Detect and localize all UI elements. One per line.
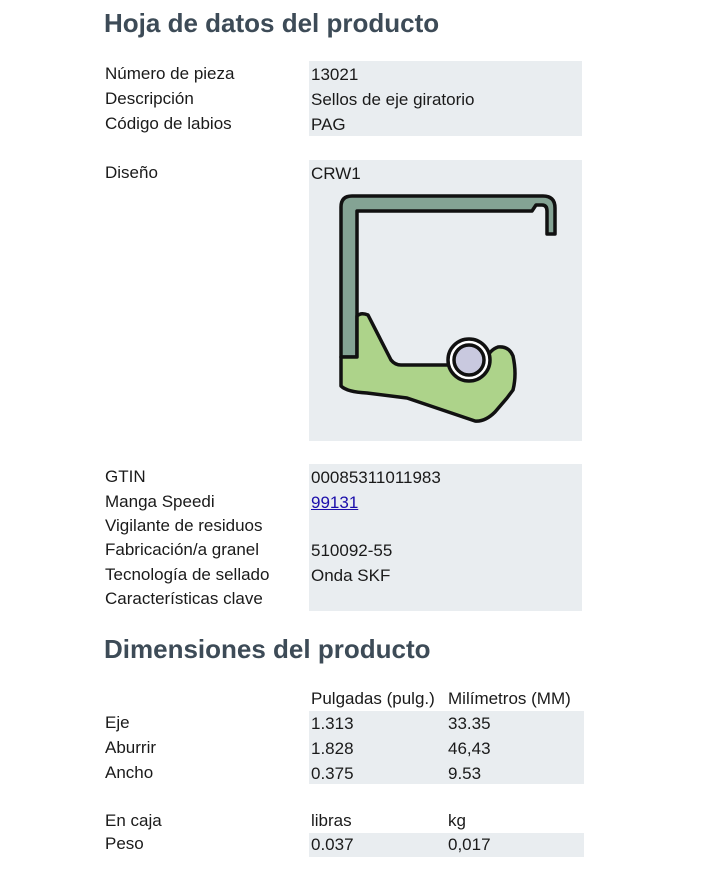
label-speedi-sleeve: Manga Speedi [105,492,215,511]
value-width-mm: 9.53 [448,764,482,783]
value-bore-inches: 1.828 [311,739,354,758]
value-bore-mm: 46,43 [448,739,491,758]
header-mm: Milímetros (MM) [448,689,571,708]
header-pounds: libras [311,811,352,830]
label-waste-guard: Vigilante de residuos [105,516,263,535]
value-design: CRW1 [311,164,361,183]
value-sealing-technology: Onda SKF [311,566,391,585]
label-shaft: Eje [105,713,130,732]
value-lip-code: PAG [311,115,346,134]
value-weight-kg: 0,017 [448,835,491,854]
label-weight: Peso [105,834,144,853]
header-inches: Pulgadas (pulg.) [311,689,435,708]
seal-cross-section-diagram [309,160,582,441]
label-part-number: Número de pieza [105,64,235,83]
speedi-sleeve-link[interactable]: 99131 [311,493,359,512]
value-weight-lb: 0.037 [311,835,354,854]
value-gtin: 00085311011983 [311,468,441,487]
label-width: Ancho [105,763,154,782]
value-description: Sellos de eje giratorio [311,90,475,109]
header-kg: kg [448,811,466,830]
label-boxed: En caja [105,811,162,830]
label-design: Diseño [105,163,158,182]
label-gtin: GTIN [105,467,146,486]
label-bore: Aburrir [105,738,157,757]
dimensions-title: Dimensiones del producto [104,634,431,664]
value-shaft-mm: 33.35 [448,714,491,733]
value-part-number: 13021 [311,65,359,84]
label-lip-code: Código de labios [105,114,232,133]
value-width-inches: 0.375 [311,764,354,783]
page-title: Hoja de datos del producto [104,8,440,38]
label-sealing-technology: Tecnología de sellado [105,565,270,584]
label-key-features: Características clave [105,589,263,608]
value-shaft-inches: 1.313 [311,714,354,733]
label-description: Descripción [105,89,194,108]
label-bulk-manufacture: Fabricación/a granel [105,540,260,559]
value-bulk-manufacture: 510092-55 [311,541,393,560]
